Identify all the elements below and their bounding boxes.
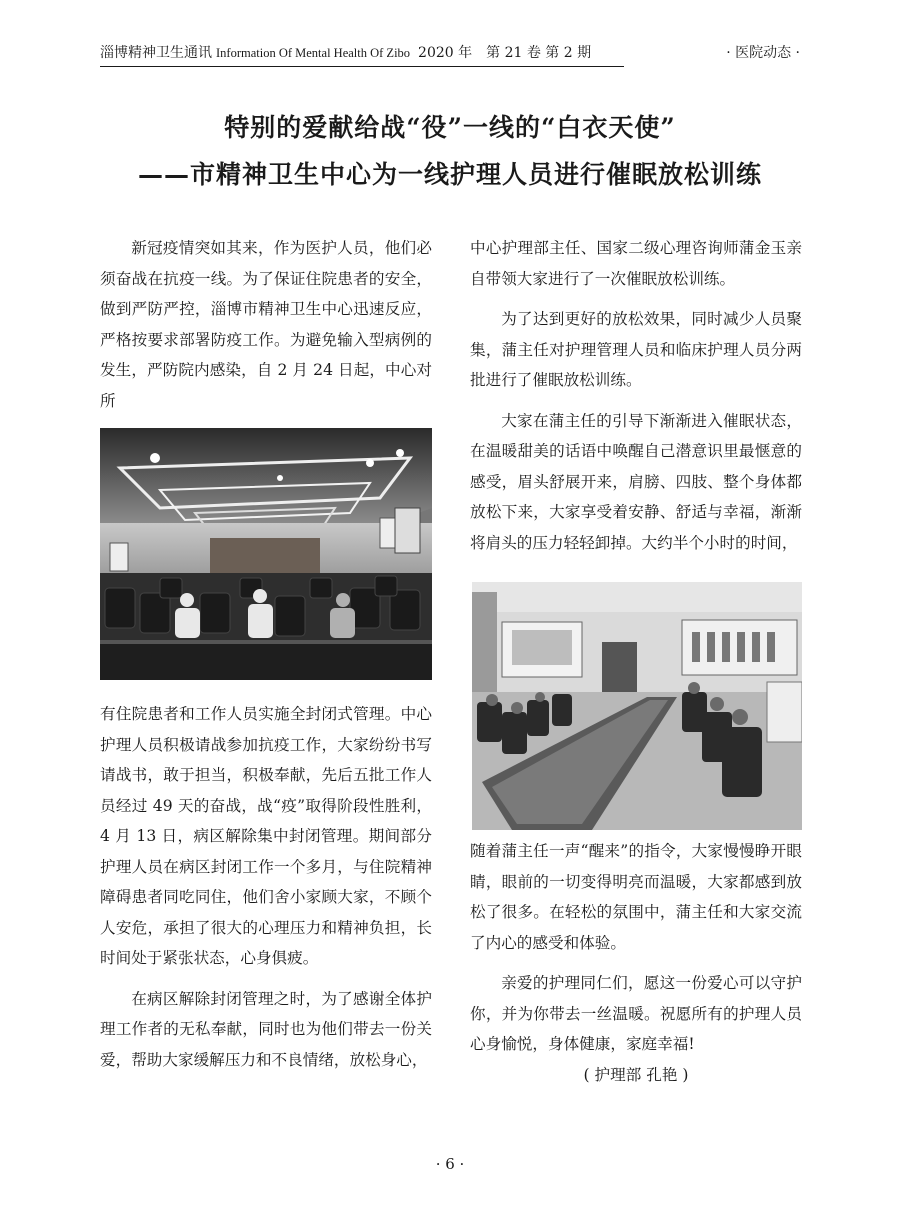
section-label: · 医院动态 ·: [726, 45, 800, 61]
paragraph-5: 亲爱的护理同仁们，愿这一份爱心可以守护你，并为你带去一丝温暖。祝愿所有的护理人员心身愉悦，身体健康，家庭幸福!: [470, 974, 802, 1053]
running-header: [100, 42, 800, 64]
right-column-top: [470, 233, 802, 558]
photo-conference-room: [472, 582, 802, 830]
paragraph-4-continued: 随着蒲主任一声“醒来”的指令，大家慢慢睁开眼睛，眼前的一切变得明亮而温暖，大家都感到放松了很多。在轻松的氛围中，蒲主任和大家交流了内心的感受和体验。: [470, 842, 802, 952]
left-column-top: [100, 233, 432, 416]
author-signature: ( 护理部 孔艳 ): [583, 1065, 689, 1084]
paragraph-1: 新冠疫情突如其来，作为医护人员，他们必须奋战在抗疫一线。为了保证住院患者的安全，做到严防严控，淄博市精神卫生中心迅速反应，严格按要求部署防疫工作。为避免输入型病例的发生，严防院内感染，自 2 月 24 日起，中心对所: [100, 239, 432, 410]
journal-info: [100, 42, 591, 62]
left-column-bottom: [100, 699, 432, 1075]
article-subtitle: ——市精神卫生中心为一线护理人员进行催眠放松训练: [137, 160, 762, 189]
paragraph-2-continued: 中心护理部主任、国家二级心理咨询师蒲金玉亲自带领大家进行了一次催眠放松训练。: [470, 239, 802, 288]
journal-name-en: Information Of Mental Health Of Zibo: [216, 46, 411, 60]
journal-name-cn: 淄博精神卫生通讯: [100, 45, 212, 61]
article-title: 特别的爱献给战“役”一线的“白衣天使”: [224, 113, 676, 142]
issue-info: 2020 年 第 21 卷 第 2 期: [418, 45, 592, 61]
right-column-bottom: [470, 836, 802, 1090]
page-number: · 6 ·: [435, 1155, 465, 1173]
paragraph-4: 大家在蒲主任的引导下渐渐进入催眠状态，在温暖甜美的话语中唤醒自己潜意识里最惬意的感受，眉头舒展开来，肩膀、四肢、整个身体都放松下来，大家享受着安静、舒适与幸福，渐渐将肩头的压力轻轻卸掉。大约半个小时的时间，: [470, 411, 802, 552]
photo-auditorium: [100, 428, 432, 680]
paragraph-2: 在病区解除封闭管理之时，为了感谢全体护理工作者的无私奉献，同时也为他们带去一份关爱，帮助大家缓解压力和不良情绪，放松身心，: [100, 989, 432, 1069]
header-rule: [100, 66, 624, 67]
paragraph-3: 为了达到更好的放松效果，同时减少人员聚集，蒲主任对护理管理人员和临床护理人员分两批进行了催眠放松训练。: [470, 310, 802, 389]
paragraph-1-continued: 有住院患者和工作人员实施全封闭式管理。中心护理人员积极请战参加抗疫工作，大家纷纷书写请战书，敢于担当，积极奉献，先后五批工作人员经过 49 天的奋战，战“疫”取得阶段性胜利，4 月 13 日，病区解除集中封闭管理。期间部分护理人员在病区封闭工作一个多月，与住院精神障碍患者同吃同住，他们舍小家顾大家，不顾个人安危，承担了很大的心理压力和精神负担，长时间处于紧张状态，心身俱疲。: [100, 705, 432, 967]
